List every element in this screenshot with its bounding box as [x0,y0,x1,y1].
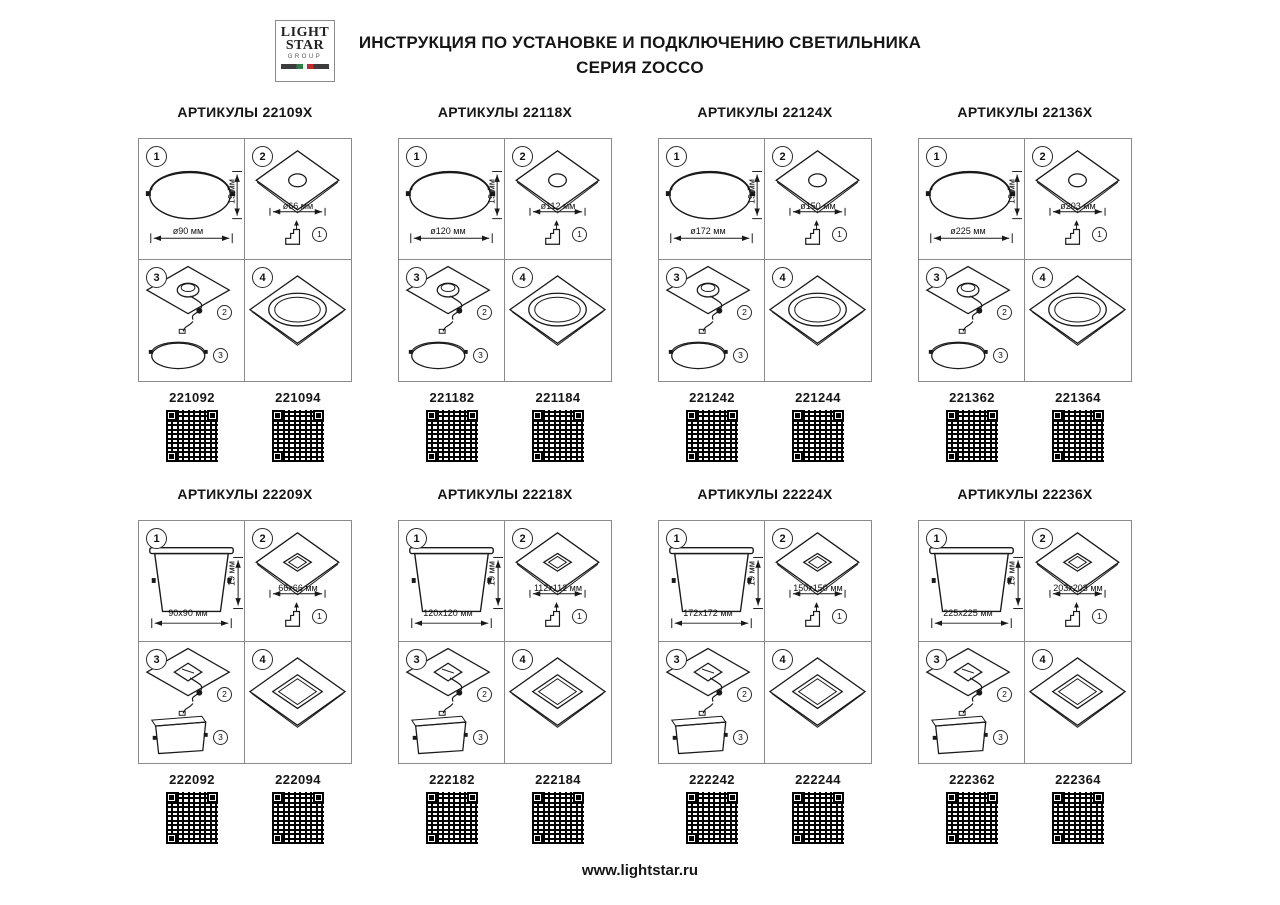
article-number: 222182 [429,772,475,787]
qr-code [1052,410,1104,462]
fixture-width-label: 225x225 мм [943,608,993,618]
step-number: 3 [926,649,947,670]
article-number: 221362 [949,390,995,405]
instruction-grid [138,520,352,764]
article [156,390,228,462]
article-number: 222362 [949,772,995,787]
step-3-wiring [659,642,765,763]
cutout-size-label: ø66 мм [282,201,314,211]
article-list [658,390,872,462]
product-panel [138,486,352,844]
step-4-installed [245,642,351,763]
panel-title: АРТИКУЛЫ 22124X [697,104,833,120]
callout-number: 2 [477,305,492,320]
step-3-wiring [139,260,245,381]
fixture-height-label: 19 мм [1006,561,1017,586]
qr-code [1052,792,1104,844]
step-4-installed [245,260,351,381]
step-number: 1 [926,528,947,549]
instruction-grid [918,520,1132,764]
document-header [0,0,1280,80]
step-number: 2 [252,528,273,549]
fixture-height-label: 19 мм [1006,179,1017,204]
panel-row-round [138,104,1102,462]
cutout-size-label: 150x150 мм [793,583,843,593]
page-subtitle: СЕРИЯ ZOCCO [576,58,704,77]
step-number: 3 [146,649,167,670]
callout-number: 1 [832,227,847,242]
logo-text: STAR [285,38,325,53]
logo-text: GROUP [287,54,323,60]
step-number: 1 [406,528,427,549]
step-4-installed [765,260,871,381]
panel-title: АРТИКУЛЫ 22218X [437,486,573,502]
step-number: 1 [406,146,427,167]
step-2-cutout [765,521,871,642]
panel-title: АРТИКУЛЫ 22109X [177,104,313,120]
qr-code [686,410,738,462]
article-list [398,772,612,844]
fixture-width-label: ø90 мм [172,226,204,236]
step-number: 4 [252,649,273,670]
step-2-cutout [765,139,871,260]
step-2-cutout [1025,521,1131,642]
step-number: 1 [666,528,687,549]
fixture-width-label: 120x120 мм [423,608,473,618]
article-number: 222242 [689,772,735,787]
article-list [658,772,872,844]
step-3-wiring [659,260,765,381]
step-1-fixture-dimensions [399,139,505,260]
step-2-cutout [245,521,351,642]
callout-number: 1 [832,609,847,624]
step-1-fixture-dimensions [659,521,765,642]
panel-title: АРТИКУЛЫ 22209X [177,486,313,502]
step-2-cutout [1025,139,1131,260]
step-number: 4 [252,267,273,288]
instruction-grid [918,138,1132,382]
panel-title: АРТИКУЛЫ 22224X [697,486,833,502]
article [416,772,488,844]
instruction-grid [398,520,612,764]
article-number: 221182 [429,390,475,405]
step-3-wiring [919,260,1025,381]
step-number: 2 [1032,528,1053,549]
step-4-installed [505,642,611,763]
callout-number: 1 [572,609,587,624]
step-number: 4 [1032,267,1053,288]
fixture-height-label: 19 мм [746,179,757,204]
qr-code [792,792,844,844]
fixture-height-label: 19 мм [746,561,757,586]
article [782,772,854,844]
article [676,772,748,844]
qr-code [946,792,998,844]
fixture-width-label: ø172 мм [690,226,726,236]
step-2-cutout [505,521,611,642]
callout-number: 1 [1092,609,1107,624]
callout-number: 2 [217,305,232,320]
panel-title: АРТИКУЛЫ 22236X [957,486,1093,502]
step-number: 4 [512,267,533,288]
qr-code [166,792,218,844]
callout-number: 3 [213,730,228,745]
instruction-grid [138,138,352,382]
cutout-size-label: 66x66 мм [278,583,318,593]
panel-title: АРТИКУЛЫ 22118X [437,104,573,120]
step-1-fixture-dimensions [659,139,765,260]
product-panel [658,104,872,462]
qr-code [426,792,478,844]
article [1042,390,1114,462]
article [1042,772,1114,844]
article-list [138,772,352,844]
article [936,390,1008,462]
article [676,390,748,462]
callout-number: 2 [217,687,232,702]
panel-row-square [138,486,1103,844]
website-url: www.lightstar.ru [581,862,699,879]
article-list [138,390,352,462]
product-panel [398,104,612,462]
step-3-wiring [139,642,245,763]
callout-number: 3 [993,348,1008,363]
qr-code [946,410,998,462]
fixture-width-label: 90x90 мм [168,608,208,618]
callout-number: 3 [473,348,488,363]
product-panel [658,486,872,844]
article-number: 221094 [275,390,321,405]
cutout-size-label: 203x203 мм [1053,583,1103,593]
callout-number: 2 [737,687,752,702]
qr-code [532,410,584,462]
page-title: ИНСТРУКЦИЯ ПО УСТАНОВКЕ И ПОДКЛЮЧЕНИЮ СВЕТИЛЬНИКА [358,33,922,52]
step-number: 3 [146,267,167,288]
qr-code [426,410,478,462]
fixture-width-label: ø225 мм [950,226,986,236]
step-4-installed [1025,642,1131,763]
step-number: 3 [926,267,947,288]
step-number: 1 [146,528,167,549]
fixture-height-label: 19 мм [486,179,497,204]
callout-number: 2 [997,305,1012,320]
callout-number: 2 [997,687,1012,702]
qr-code [792,410,844,462]
step-number: 4 [1032,649,1053,670]
callout-number: 3 [993,730,1008,745]
step-number: 1 [146,146,167,167]
article-number: 222092 [169,772,215,787]
instruction-grid [658,520,872,764]
qr-code [272,410,324,462]
step-number: 3 [666,267,687,288]
product-panel [138,104,352,462]
step-number: 2 [512,528,533,549]
step-number: 1 [926,146,947,167]
fixture-width-label: 172x172 мм [683,608,733,618]
panel-title: АРТИКУЛЫ 22136X [957,104,1093,120]
fixture-width-label: ø120 мм [430,226,466,236]
qr-code [686,792,738,844]
step-number: 2 [772,528,793,549]
callout-number: 3 [733,348,748,363]
article-number: 222244 [795,772,841,787]
callout-number: 1 [312,609,327,624]
step-number: 3 [666,649,687,670]
step-number: 4 [772,649,793,670]
step-4-installed [1025,260,1131,381]
step-4-installed [505,260,611,381]
article [262,390,334,462]
step-4-installed [765,642,871,763]
step-2-cutout [245,139,351,260]
callout-number: 3 [733,730,748,745]
logo-flag-stripe [281,64,329,69]
qr-code [272,792,324,844]
article [522,390,594,462]
cutout-size-label: 112x112 мм [533,583,583,593]
callout-number: 1 [572,227,587,242]
step-3-wiring [399,260,505,381]
article [522,772,594,844]
qr-code [532,792,584,844]
article-list [918,390,1132,462]
step-number: 1 [666,146,687,167]
article [936,772,1008,844]
step-number: 2 [252,146,273,167]
callout-number: 2 [737,305,752,320]
step-number: 4 [512,649,533,670]
article [156,772,228,844]
qr-code [166,410,218,462]
article-number: 221242 [689,390,735,405]
product-panel [918,486,1132,844]
step-1-fixture-dimensions [139,139,245,260]
step-1-fixture-dimensions [919,139,1025,260]
article-number: 221092 [169,390,215,405]
step-number: 2 [772,146,793,167]
logo-text: LIGHT [280,25,330,40]
article [782,390,854,462]
step-1-fixture-dimensions [919,521,1025,642]
instruction-grid [658,138,872,382]
callout-number: 1 [312,227,327,242]
cutout-size-label: ø150 мм [800,201,836,211]
step-2-cutout [505,139,611,260]
fixture-height-label: 19 мм [486,561,497,586]
step-1-fixture-dimensions [399,521,505,642]
callout-number: 1 [1092,227,1107,242]
fixture-height-label: 19 мм [226,179,237,204]
callout-number: 3 [473,730,488,745]
cutout-size-label: ø203 мм [1060,201,1096,211]
callout-number: 2 [477,687,492,702]
article-list [398,390,612,462]
step-number: 2 [1032,146,1053,167]
lightstar-logo [275,20,335,82]
product-panel [918,104,1132,462]
article [416,390,488,462]
article-list [918,772,1132,844]
article-number: 221364 [1055,390,1101,405]
step-number: 2 [512,146,533,167]
article-number: 221244 [795,390,841,405]
cutout-size-label: ø112 мм [540,201,576,211]
product-panel [398,486,612,844]
step-1-fixture-dimensions [139,521,245,642]
step-3-wiring [399,642,505,763]
step-number: 3 [406,267,427,288]
instruction-grid [398,138,612,382]
article [262,772,334,844]
article-number: 222094 [275,772,321,787]
fixture-height-label: 19 мм [226,561,237,586]
article-number: 221184 [535,390,581,405]
article-number: 222184 [535,772,581,787]
step-3-wiring [919,642,1025,763]
article-number: 222364 [1055,772,1101,787]
step-number: 3 [406,649,427,670]
callout-number: 3 [213,348,228,363]
step-number: 4 [772,267,793,288]
